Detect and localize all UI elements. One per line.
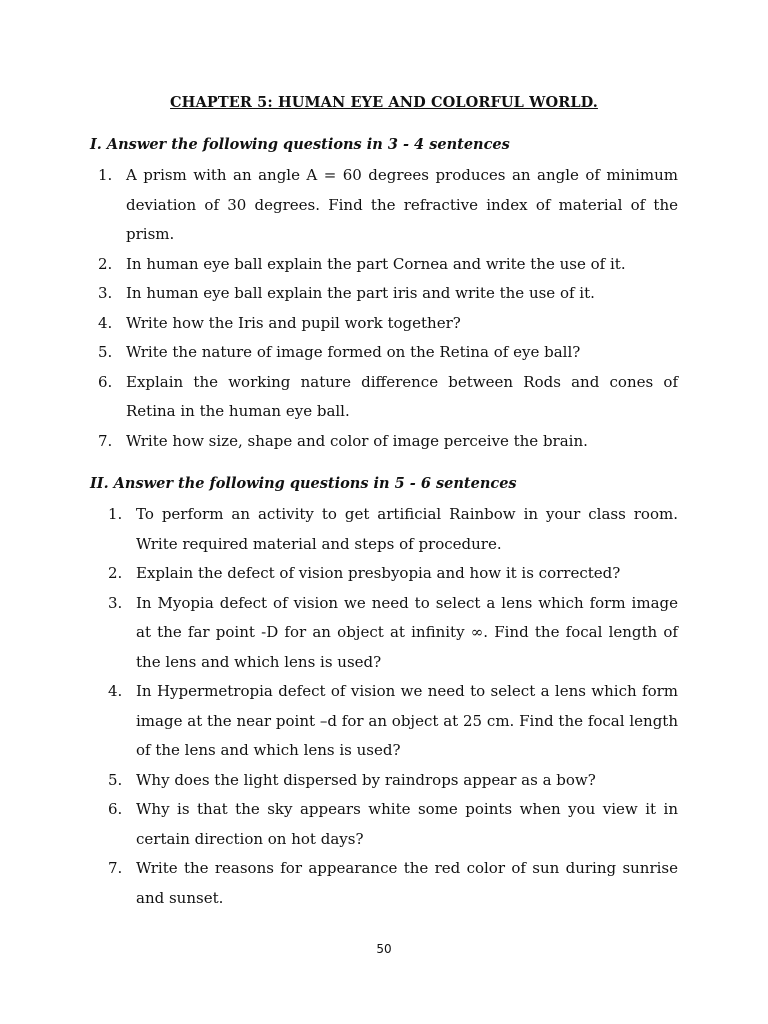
question-text: Write the reasons for appearance the red color of sun during sunrise and sunset. xyxy=(136,859,678,907)
question-text: Write how the Iris and pupil work together? xyxy=(126,313,461,332)
section-2-heading: II. Answer the following questions in 5 - 6 sentences xyxy=(90,475,517,492)
chapter-title: CHAPTER 5: HUMAN EYE AND COLORFUL WORLD. xyxy=(170,94,598,111)
question-text: Write the nature of image formed on the Retina of eye ball? xyxy=(126,343,581,361)
question-number: 6. xyxy=(108,800,123,818)
question-text: To perform an activity to get artificial Rainbow in your class room. Write required material and steps of procedure. xyxy=(136,505,678,553)
page-number: 50 xyxy=(376,942,392,956)
question-text: Explain the defect of vision presbyopia and how it is corrected? xyxy=(136,564,621,582)
question-number: 1. xyxy=(98,166,113,184)
question-item xyxy=(98,427,678,457)
question-text: In Myopia defect of vision we need to select a lens which form image at the far point -D for an object at infinity ∞. Find the focal length of the lens and which lens is used? xyxy=(136,593,678,671)
question-text: A prism with an angle A = 60 degrees produces an angle of minimum deviation of 30 degrees. Find the refractive index of material of the prism. xyxy=(126,166,678,243)
question-item xyxy=(108,500,678,559)
question-text: Why is that the sky appears white some points when you view it in certain direction on hot days? xyxy=(136,800,678,848)
question-item xyxy=(108,677,678,766)
question-number: 7. xyxy=(108,859,123,877)
question-number: 1. xyxy=(108,505,123,523)
question-text: In human eye ball explain the part Cornea and write the use of it. xyxy=(126,254,626,273)
question-text: In Hypermetropia defect of vision we need to select a lens which form image at the near point –d for an object at 25 cm. Find the focal length of the lens and which lens is used? xyxy=(136,682,678,759)
section-1-question-list xyxy=(98,161,678,456)
question-item xyxy=(98,279,678,309)
question-number: 5. xyxy=(98,343,113,361)
question-number: 3. xyxy=(108,593,123,612)
section-2-question-list xyxy=(108,500,678,913)
question-number: 3. xyxy=(98,284,113,302)
question-item xyxy=(98,250,678,280)
question-number: 7. xyxy=(98,431,113,450)
question-text: Write how size, shape and color of image perceive the brain. xyxy=(126,431,588,450)
question-number: 2. xyxy=(108,564,123,582)
question-text: Explain the working nature difference between Rods and cones of Retina in the human eye ball. xyxy=(126,372,678,420)
question-number: 5. xyxy=(108,770,123,789)
question-item xyxy=(98,338,678,368)
question-item xyxy=(108,766,678,796)
question-item xyxy=(98,368,678,427)
question-number: 4. xyxy=(98,313,113,332)
question-item xyxy=(98,161,678,250)
question-number: 2. xyxy=(98,254,113,273)
question-text: In human eye ball explain the part iris and write the use of it. xyxy=(126,284,595,302)
question-text: Why does the light dispersed by raindrops appear as a bow? xyxy=(136,770,596,789)
question-item xyxy=(98,309,678,339)
question-item xyxy=(108,795,678,854)
question-number: 4. xyxy=(108,682,123,700)
question-item xyxy=(108,854,678,913)
question-item xyxy=(108,589,678,678)
question-number: 6. xyxy=(98,372,113,391)
section-1-heading: I. Answer the following questions in 3 - 4 sentences xyxy=(90,136,510,153)
question-item xyxy=(108,559,678,589)
